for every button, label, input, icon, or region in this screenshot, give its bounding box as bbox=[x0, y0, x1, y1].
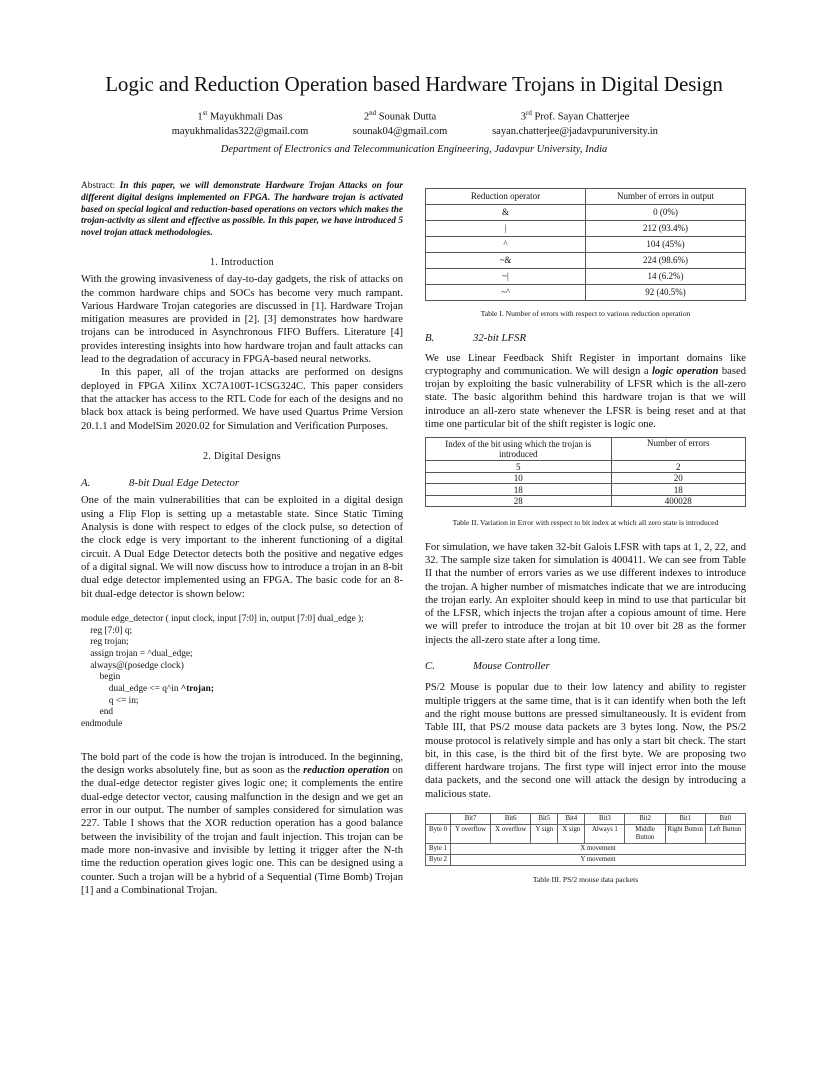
table-2-caption: Table II. Variation in Error with respect to bit index at which all zero state is introduced bbox=[452, 518, 719, 528]
subsection-b-heading: B. 32-bit LFSR bbox=[425, 332, 527, 345]
table-row: 10 20 bbox=[426, 472, 746, 484]
table-row: & 0 (0%) bbox=[426, 205, 746, 221]
code-line: module edge_detector ( input clock, input [7:0] in, output [7:0] dual_edge ); bbox=[81, 613, 364, 624]
left-column bbox=[81, 181, 403, 897]
table-3 bbox=[425, 813, 746, 866]
table-row: ^ 104 (45%) bbox=[426, 237, 746, 253]
section-2-heading: 2. Digital Designs bbox=[203, 450, 281, 462]
subsection-c-paragraph-1: PS/2 Mouse is popular due to their low latency and ability to register multiple triggers at the same time, that is it can identify when both the left and the right mouse buttons are pressed simultaneously. It is evident from Table III, that PS/2 mouse data packets are 3 bytes long. Now, the PS/2 mouse protocol is relatively simple and has only a start bit check. The start bit, in this case, is the third bit of the first byte. We are proposing two different hardware trojans. The first type will inject error into the mouse data packets, and the second one will attack the design by introducing a malicious state. bbox=[425, 682, 746, 800]
code-line: q <= in; bbox=[81, 695, 139, 706]
author-1-email: mayukhmalidas322@gmail.com bbox=[171, 125, 309, 137]
table-1-header: Reduction operator bbox=[426, 189, 586, 205]
table-row: 18 18 bbox=[426, 484, 746, 496]
abstract: Abstract: In this paper, we will demonstrate Hardware Trojan Attacks on four different digital designs implemented on FPGA. The hardware trojan is activated based on special logical and reduction-based operations on vectors which makes the trojan-activity as silent and effective as possible. In this paper, we have introduced 5 novel trojan attack methodologies. bbox=[81, 181, 403, 239]
subsection-b-paragraph-2: For simulation, we have taken 32-bit Galois LFSR with taps at 1, 2, 22, and 32. The sample size taken for simulation is 400411. We can see from Table II that the number of errors varies as we use different indexes to introduce the trojan. A higher number of mismatches indicate that we are introducing the trojan early. An exploiter should keep in mind to use that particular bit of the LFSR, which injects the trojan after a copious amount of time. Here we will prefer to introduce the trojan at bit 10 over bit 28 as the former injects the all-zero state after a long time. bbox=[425, 541, 746, 646]
author-1: 1st Mayukhmali Das mayukhmalidas322@gmail.com bbox=[171, 109, 309, 137]
section-1-heading: 1. Introduction bbox=[210, 256, 274, 268]
right-column bbox=[425, 188, 746, 801]
table-row: 5 2 bbox=[426, 461, 746, 473]
code-line: reg [7:0] q; bbox=[81, 625, 133, 636]
table-1-caption: Table I. Number of errors with respect to various reduction operation bbox=[480, 309, 691, 318]
code-line: end bbox=[81, 707, 114, 718]
subsection-a-heading: A. 8-bit Dual Edge Detector bbox=[81, 477, 240, 490]
table-row: ~| 14 (6.2%) bbox=[426, 269, 746, 285]
table-row: Byte 1 X movement bbox=[426, 844, 746, 855]
subsection-a-paragraph-2: The bold part of the code is how the trojan is introduced. In the beginning, the design works absolutely fine, but as soon as the reduction operation on the dual-edge detector register gives logic one; it complements the entire dual-edge detector vector, causing malfunction in the design and we get an error in our output. The number of samples considered for simulation was 227. Table I shows that the XOR reduction operation has a good balance between the invisibility of the trojan and fault injection. This trojan can be made more non-invasive and invisible by letting it trigger after the N-th time the reduction operation gives logic one. This can be designed using a counter. Such a trojan will be a hybrid of a Sequential (Time Bomb) Trojan [1] and a Combinational Trojan. bbox=[81, 751, 403, 896]
table-row: Byte 2 Y movement bbox=[426, 855, 746, 866]
paper-title: Logic and Reduction Operation based Hardware Trojans in Digital Design bbox=[105, 72, 723, 96]
table-row: ~& 224 (98.6%) bbox=[426, 253, 746, 269]
intro-paragraph-1: With the growing invasiveness of day-to-day gadgets, the risk of attacks on the common hardware chips and SOCs has become very much rampant. Various Hardware Trojan categories are discussed in [1]. Hardware Trojan mitigation measures are provided in [2]. [3] demonstrates how hardware trojans can be introduced in Asynchronous FIFO Buffers. Literature [4] provides interesting insights into how hardware trojan and fault attacks can lead to the degradation of accuracy in FPGA-based neural networks. bbox=[81, 274, 403, 366]
table-3-block bbox=[425, 813, 746, 884]
author-2-email: sounak04@gmail.com bbox=[352, 125, 448, 137]
code-line: endmodule bbox=[81, 719, 123, 730]
table-row: 28 400028 bbox=[426, 495, 746, 507]
author-2: 2nd Sounak Dutta sounak04@gmail.com bbox=[335, 106, 465, 139]
code-line: begin bbox=[81, 672, 121, 683]
author-3: 3rd Prof. Sayan Chatterjee sayan.chatterjee@jadavpuruniversity.in bbox=[480, 106, 670, 139]
table-2-header: Index of the bit using which the trojan is introduced bbox=[426, 438, 612, 461]
table-row: Byte 0 Y overflow X overflow Y sign X sign Always 1 Middle Button Right Button Left Button bbox=[426, 825, 746, 844]
table-2-header: Number of errors bbox=[611, 438, 745, 461]
code-listing bbox=[81, 614, 403, 731]
table-1 bbox=[425, 188, 746, 301]
code-line-trojan: assign trojan = ^dual_edge; bbox=[81, 648, 193, 659]
author-3-email: sayan.chatterjee@jadavpuruniversity.in bbox=[492, 125, 658, 137]
intro-paragraph-2: In this paper, all of the trojan attacks are performed on designs deployed in FPGA Xilinx XC7A100T-1CSG324C. This paper considers that the attacker has access to the RTL Code for each of the designs and no black box attack is being performed. We have used Quartus Prime Version 20.1.1 and ModelSim 2020.02 for Simulation and Verification Purposes. bbox=[81, 367, 403, 432]
table-2 bbox=[425, 437, 746, 507]
table-3-header-row: Bit7 Bit6 Bit5 Bit4 Bit3 Bit2 Bit1 Bit0 bbox=[426, 814, 746, 825]
table-row: | 212 (93.4%) bbox=[426, 221, 746, 237]
code-line: dual_edge <= q^in ^trojan; bbox=[81, 684, 214, 695]
table-1-header: Number of errors in output bbox=[586, 189, 746, 205]
code-line-trojan: reg trojan; bbox=[81, 637, 129, 648]
table-row: ~^ 92 (40.5%) bbox=[426, 285, 746, 301]
affiliation: Department of Electronics and Telecommunication Engineering, Jadavpur University, India bbox=[220, 144, 608, 155]
subsection-a-paragraph-1: One of the main vulnerabilities that can be exploited in a digital design using a Flip Flop is setting up a metastable state. Since Static Timing Analysis is done with respect to edges of the clock pulse, so detection of the clock edge is very important to the inherent functioning of a digital circuit. A Dual Edge Detector detects both the positive and negative edges of a digital signal. We will now discuss how to introduce a trojan in an 8-bit dual edge detector implemented using an FPGA. The basic code for an 8-bit dual-edge detector is shown below: bbox=[81, 495, 403, 600]
table-3-caption: Table III. PS/2 mouse data packets bbox=[532, 875, 639, 884]
subsection-b-paragraph-1: We use Linear Feedback Shift Register in important domains like cryptography and communication. We will design a logic operation based trojan by exploiting the basic vulnerability of LFSR which is the all-zero state. The basic algorithm behind this hardware trojan is that we will introduce an all-zero state whenever the LFSR is being reset and at that time one particular bit of the shift register is logic one. bbox=[425, 352, 746, 431]
code-line: always@(posedge clock) bbox=[81, 660, 184, 671]
subsection-c-heading: C. Mouse Controller bbox=[425, 660, 550, 673]
